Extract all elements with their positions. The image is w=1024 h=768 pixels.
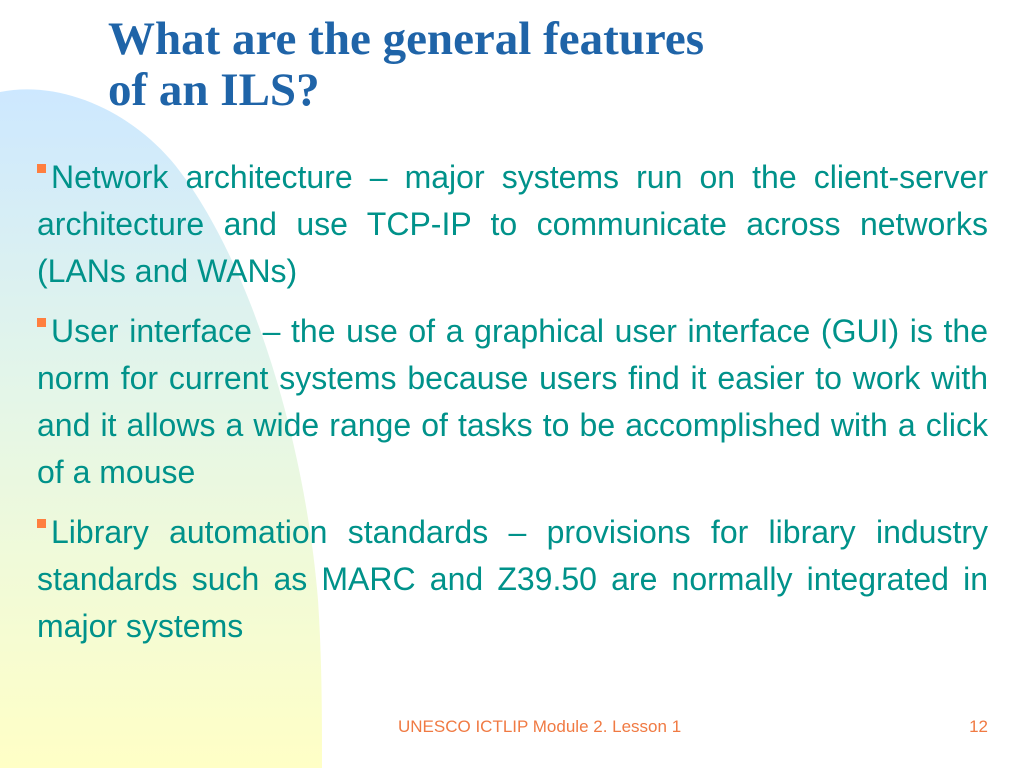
bullet-list [37,154,988,663]
bullet-item-standards [37,509,988,650]
bullet-text: Network architecture – major systems run on the client-server architecture and use TCP-IP to communicate across networks (LANs and WANs) [37,159,988,289]
title-line-1: What are the general features [108,13,705,65]
title-line-2: of an ILS? [108,64,320,116]
bullet-text: Library automation standards – provisions for library industry standards such as MARC and Z39.50 are normally integrated in major systems [37,514,988,644]
square-bullet-icon [37,519,46,528]
bullet-item-network [37,154,988,295]
square-bullet-icon [37,318,46,327]
page-number: 12 [969,717,988,736]
slide-title [108,14,988,116]
bullet-text: User interface – the use of a graphical user interface (GUI) is the norm for current systems because users find it easier to work with and it allows a wide range of tasks to be accomplished with a click of a mouse [37,313,988,490]
bullet-item-user-interface [37,308,988,496]
footer-text: UNESCO ICTLIP Module 2. Lesson 1 [398,717,682,736]
square-bullet-icon [37,164,46,173]
